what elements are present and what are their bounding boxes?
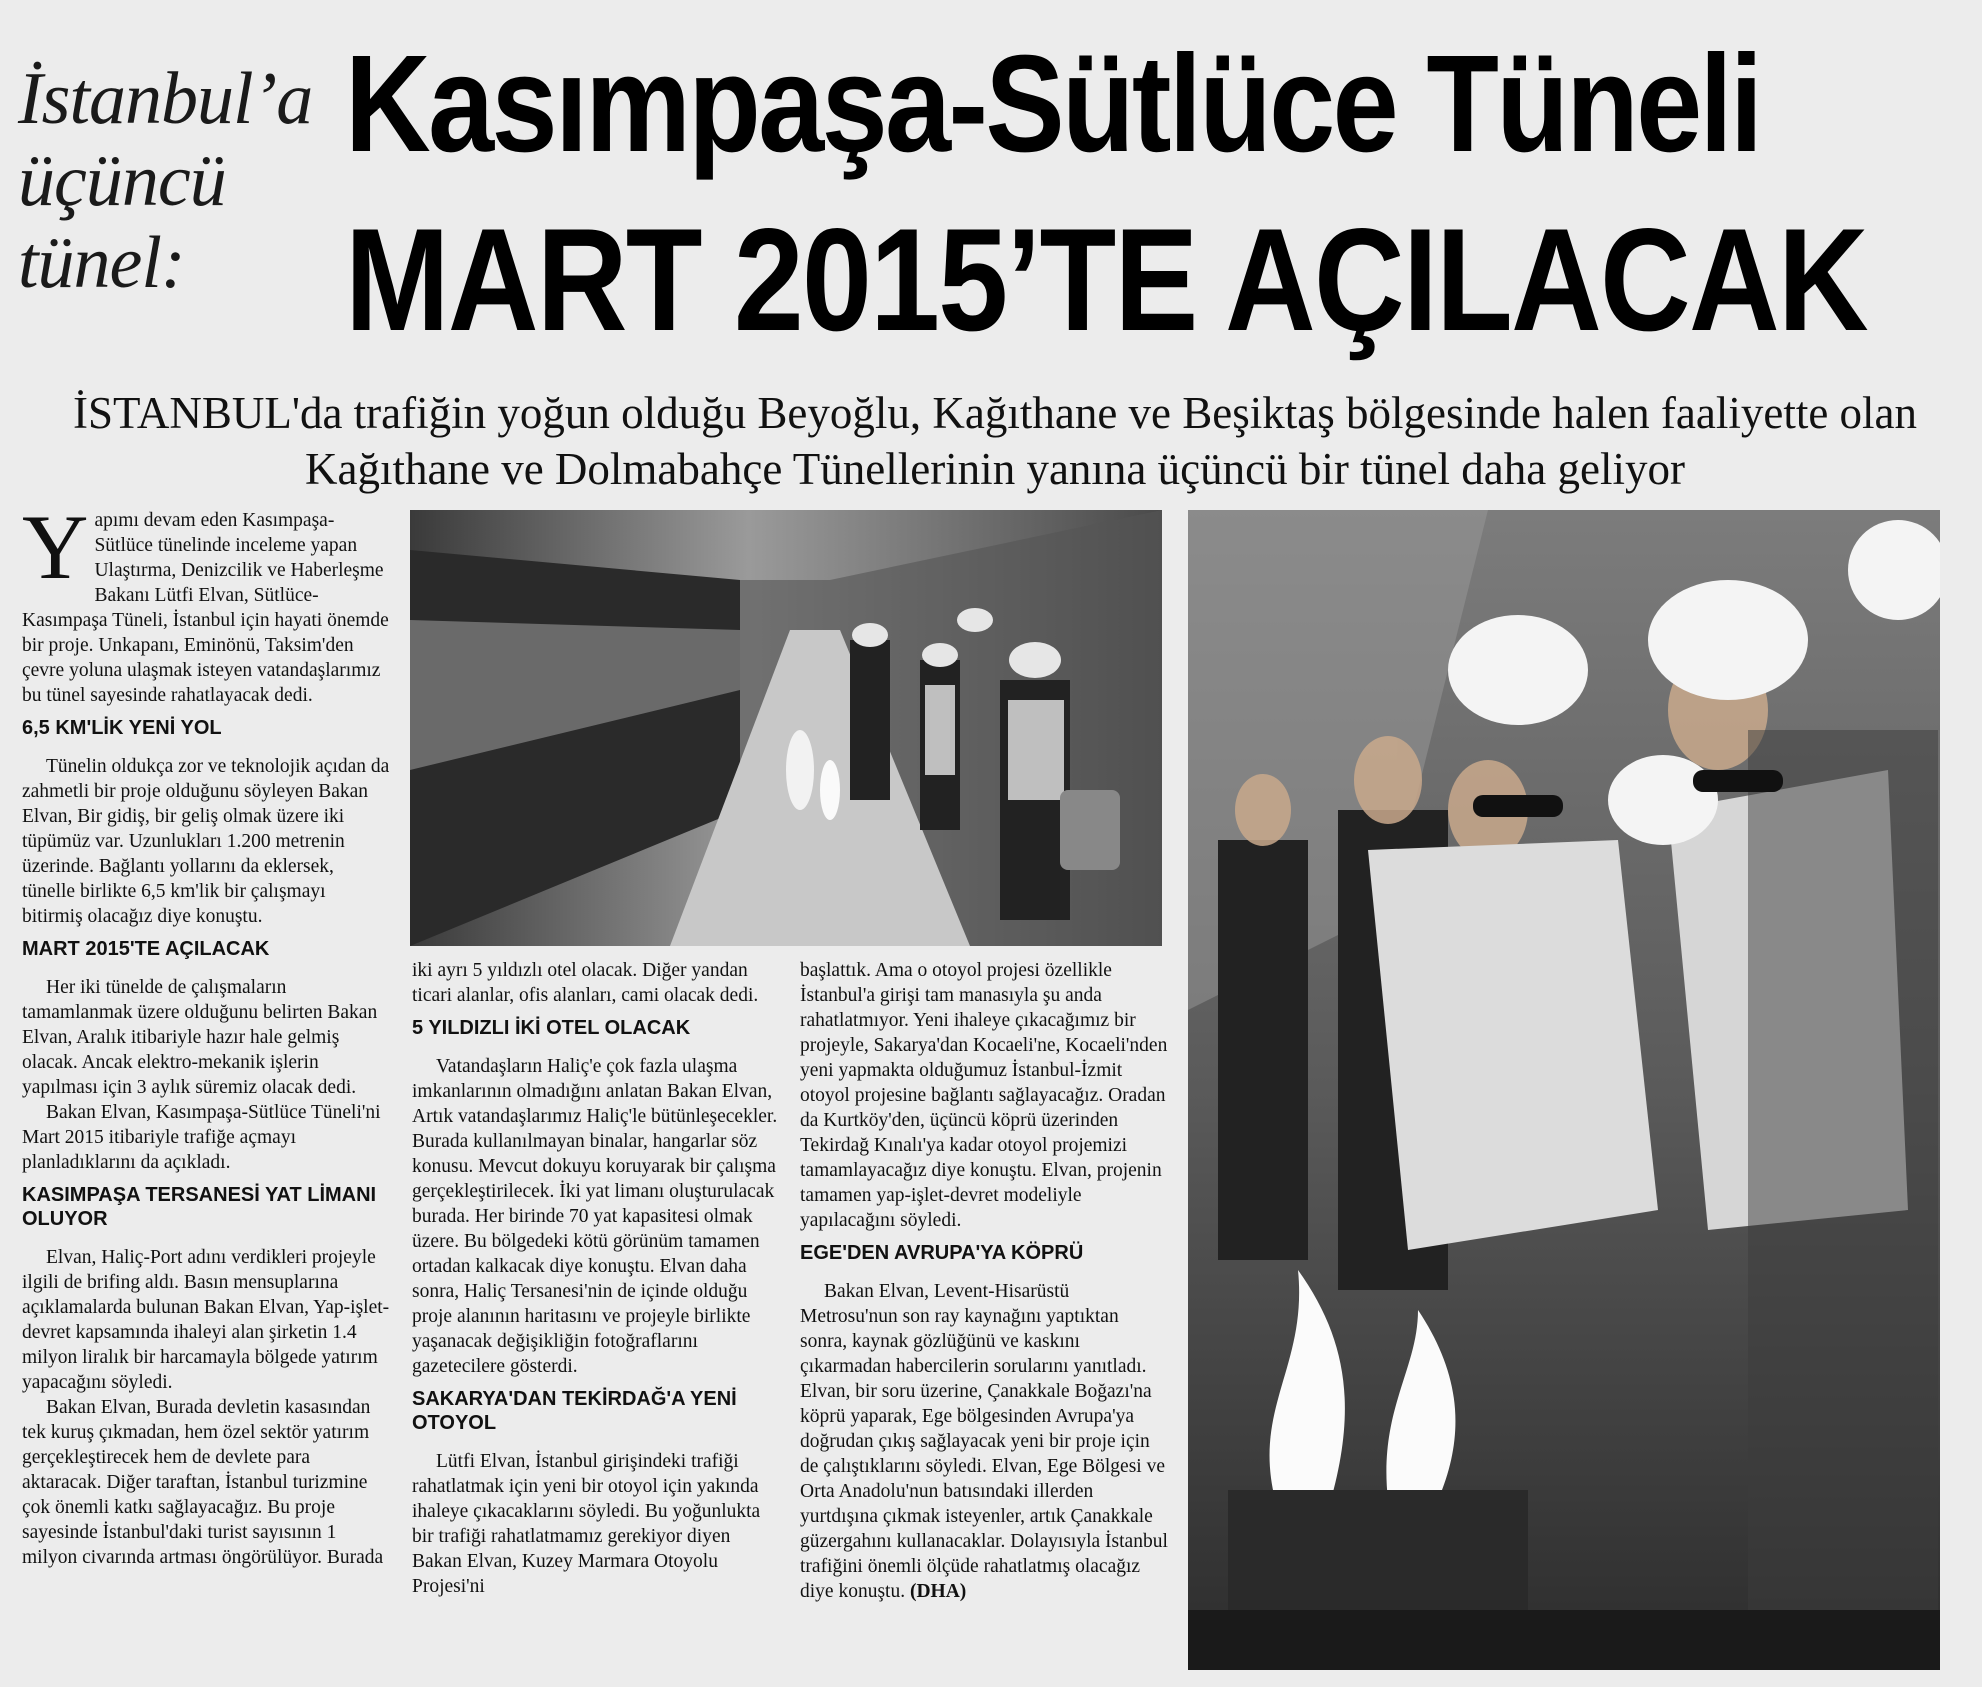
paragraph: [800, 1279, 1170, 1604]
paragraph: başlattık. Ama o otoyol projesi özellikle İstanbul'a girişi tam manasıyla şu anda rahatlatmıyor. Yeni ihaleye çıkacağımız bir projeyle, Sakarya'dan Kocaeli'ne, Kocaeli'nden yeni yapmakta olduğumuz İstanbul-İzmit otoyol projesine bağlantı sağlayacağız. Oradan da Kurtköy'den, üçüncü köprü üzerinden Tekirdağ Kınalı'ya kadar otoyol projemizi tamamlayacağız diye konuştu. Elvan, projenin tamamen yap-işlet-devret modeliyle yapılacağını söyledi.: [800, 960, 1168, 1231]
subhead-kopru: EGE'DEN AVRUPA'YA KÖPRÜ: [800, 1242, 1084, 1264]
kicker-line-1: İstanbul’a: [18, 58, 313, 140]
headline-line-1: Kasımpaşa-Sütlüce Tüneli: [345, 27, 1761, 181]
headline-line-2: MART 2015’TE AÇILACAK: [345, 198, 1867, 361]
paragraph: Vatandaşların Haliç'e çok fazla ulaşma imkanlarının olmadığını anlatan Bakan Elvan, Artık vatandaşlarımız Haliç'le bütünleşecekler. Burada kullanılmayan binalar, hangarlar söz konusu. Mevcut dokuyu koruyarak bir çalışma gerçekleştirilecek. İki yat limanı oluşturulacak burada. Her birinde 70 yat kapasitesi olmak üzere. Bu bölgedeki kötü görünüm tamamen ortadan kalkacak diye konuştu. Elvan daha sonra, Haliç Tersanesi'nin de içinde olduğu proje alanının haritasını ve projeyle birlikte yaşanacak değişikliğin fotoğraflarını gazetecilere gösterdi.: [412, 1056, 778, 1377]
paragraph: Bakan Elvan, Kasımpaşa-Sütlüce Tüneli'ni Mart 2015 itibariyle trafiğe açmayı planladıklarını da açıkladı.: [22, 1102, 381, 1173]
paragraph: iki ayrı 5 yıldızlı otel olacak. Diğer yandan ticari alanlar, ofis alanları, cami olacak dedi.: [412, 960, 759, 1006]
intro-text: apımı devam eden Kasımpaşa-Sütlüce tünelinde inceleme yapan Ulaştırma, Denizcilik ve Haberleşme Bakanı Lütfi Elvan, Sütlüce-Kasımpaşa Tüneli, İstanbul için hayati önemde bir proje. Unkapanı, Eminönü, Taksim'den çevre yoluna ulaşmak isteyen vatandaşlarımız bu tünel sayesinde rahatlayacak dedi.: [22, 510, 389, 706]
column-2: [412, 958, 782, 1599]
drop-cap: Y: [22, 496, 89, 598]
paragraph: Tünelin oldukça zor ve teknolojik açıdan da zahmetli bir proje olduğunu söyleyen Bakan Elvan, Bir gidiş, bir geliş olmak üzere iki tüpümüz var. Uzunlukları 1.200 metrenin üzerinde. Bağlantı yollarını da eklersek, tünelle birlikte 6,5 km'lik bir çalışmayı bitirmiş olacağız diye konuştu.: [22, 756, 390, 927]
subhead-otel: 5 YILDIZLI İKİ OTEL OLACAK: [412, 1017, 691, 1039]
kicker: [18, 58, 338, 304]
subhead-tersane: KASIMPAŞA TERSANESİ YAT LİMANI OLUYOR: [22, 1184, 377, 1230]
subhead-yeni-yol: 6,5 KM'LİK YENİ YOL: [22, 717, 222, 739]
paragraph: Bakan Elvan, Burada devletin kasasından tek kuruş çıkmadan, hem özel sektör yatırım gerçekleştirecek hem de devlete para aktaracak. Diğer taraftan, İstanbul turizmine çok önemli katkı sağlayacağız. Bu proje sayesinde İstanbul'daki turist sayısının 1 milyon civarında artması öngörülüyor. Burada: [22, 1397, 384, 1568]
welding-ceremony-photo: [1188, 510, 1940, 1670]
paragraph: Elvan, Haliç-Port adını verdikleri projeyle ilgili de brifing aldı. Basın mensuplarına açıklamalarda bulunan Bakan Elvan, Yap-işlet-devret kapsamında ihaleyi alan şirketin 1.4 milyon liralık bir harcamayla bölgede yatırım yapacağını söyledi.: [22, 1247, 390, 1393]
intro-paragraph: [22, 496, 390, 708]
credit: (DHA): [909, 1581, 967, 1602]
tunnel-inspection-photo: [410, 510, 1162, 946]
paragraph-text: Bakan Elvan, Levent-Hisarüstü Metrosu'nun son ray kaynağını yaptıktan sonra, kaynak gözlüğünü ve kaskını çıkarmadan habercilerin sorularını yanıtladı. Elvan, bir soru üzerine, Çanakkale Boğazı'na köprü yaparak, Ege bölgesinden Avrupa'ya doğrudan çıkış sağlayacak yeni bir proje için de çalıştıklarını söyledi. Elvan, Ege Bölgesi ve Orta Anadolu'nun batısındaki illerden yurtdışına çıkmak isteyenler, artık Çanakkale güzergahını kullanacaklar. Dolayısıyla İstanbul trafiğini önemli ölçüde rahatlatmış olacağız diye konuştu.: [800, 1281, 1168, 1602]
column-3: [800, 958, 1170, 1604]
headline: [345, 18, 1975, 370]
kicker-line-3: tünel:: [18, 222, 185, 304]
kicker-line-2: üçüncü: [18, 140, 226, 222]
subhead-mart-2015: MART 2015'TE AÇILACAK: [22, 938, 270, 960]
deck: İSTANBUL'da trafiğin yoğun olduğu Beyoğlu, Kağıthane ve Beşiktaş bölgesinde halen faaliyette olan Kağıthane ve Dolmabahçe Tünellerinin yanına üçüncü bir tünel daha geliyor: [72, 388, 1918, 494]
column-1: [22, 496, 390, 1570]
paragraph: Her iki tünelde de çalışmaların tamamlanmak üzere olduğunu belirten Bakan Elvan, Aralık itibariyle hazır hale gelmiş olacak. Ancak elektro-mekanik işlerin yapılması için 3 aylık süremiz olacak dedi.: [22, 977, 378, 1098]
paragraph: Lütfi Elvan, İstanbul girişindeki trafiği rahatlatmak için yeni bir otoyol için yakında ihaleye çıkacaklarını söyledi. Bu yoğunlukta bir trafiği rahatlatmamız gerekiyor diyen Bakan Elvan, Kuzey Marmara Otoyolu Projesi'ni: [412, 1451, 761, 1597]
subhead-otoyol: SAKARYA'DAN TEKİRDAĞ'A YENİ OTOYOL: [412, 1388, 737, 1434]
